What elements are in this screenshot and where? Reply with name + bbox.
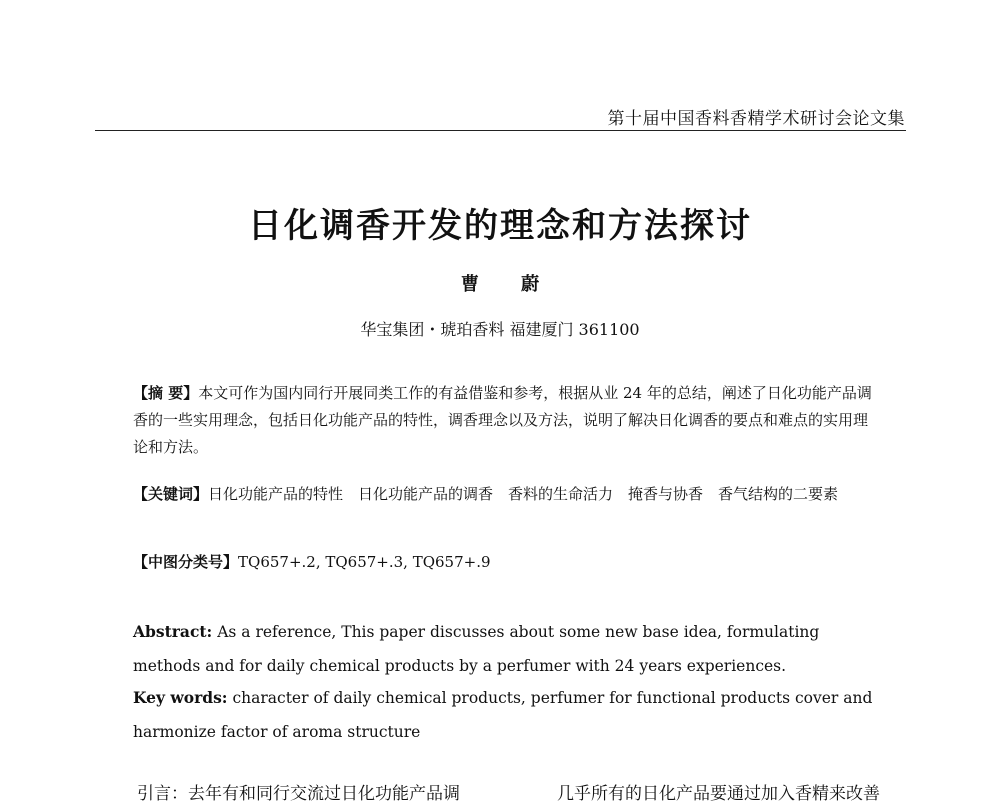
keywords-en bbox=[133, 681, 873, 749]
abstract-cn-label: 【摘 要】 bbox=[133, 384, 199, 402]
abstract-en-text: As a reference, This paper discusses about some new base idea, formulating methods and for daily chemical products by a perfumer with 24 years experiences. bbox=[133, 623, 820, 675]
body-intro-left: 引言：去年有和同行交流过日化功能产品调 bbox=[137, 784, 460, 804]
abstract-en bbox=[133, 615, 873, 683]
abstract-cn bbox=[133, 380, 873, 461]
author-affiliation: 华宝集团・琥珀香料 福建厦门 361100 bbox=[360, 320, 640, 339]
classification-number bbox=[133, 549, 873, 576]
body-intro-right: 几乎所有的日化产品要通过加入香精来改善 bbox=[557, 784, 880, 804]
header-rule bbox=[95, 130, 906, 131]
abstract-en-label: Abstract: bbox=[133, 622, 213, 641]
author-name: 曹 蔚 bbox=[460, 274, 558, 295]
keywords-cn-label: 【关键词】 bbox=[133, 485, 209, 503]
keywords-cn bbox=[133, 481, 873, 508]
keywords-en-text: character of daily chemical products, perfumer for functional products cover and harmonize factor of aroma structure bbox=[133, 689, 873, 741]
running-header: 第十届中国香料香精学术研讨会论文集 bbox=[607, 109, 905, 129]
clc-label: 【中图分类号】 bbox=[133, 553, 239, 571]
paper-title: 日化调香开发的理念和方法探讨 bbox=[248, 206, 752, 246]
keywords-cn-text: 日化功能产品的特性 日化功能产品的调香 香料的生命活力 掩香与协香 香气结构的二要素 bbox=[208, 485, 839, 503]
clc-text: TQ657+.2, TQ657+.3, TQ657+.9 bbox=[238, 553, 491, 571]
keywords-en-label: Key words: bbox=[133, 688, 228, 707]
abstract-cn-text: 本文可作为国内同行开展同类工作的有益借鉴和参考，根据从业 24 年的总结，阐述了日化功能产品调香的一些实用理念，包括日化功能产品的特性，调香理念以及方法，说明了解决日化调香的要点和难点的实用理论和方法。 bbox=[133, 384, 872, 456]
